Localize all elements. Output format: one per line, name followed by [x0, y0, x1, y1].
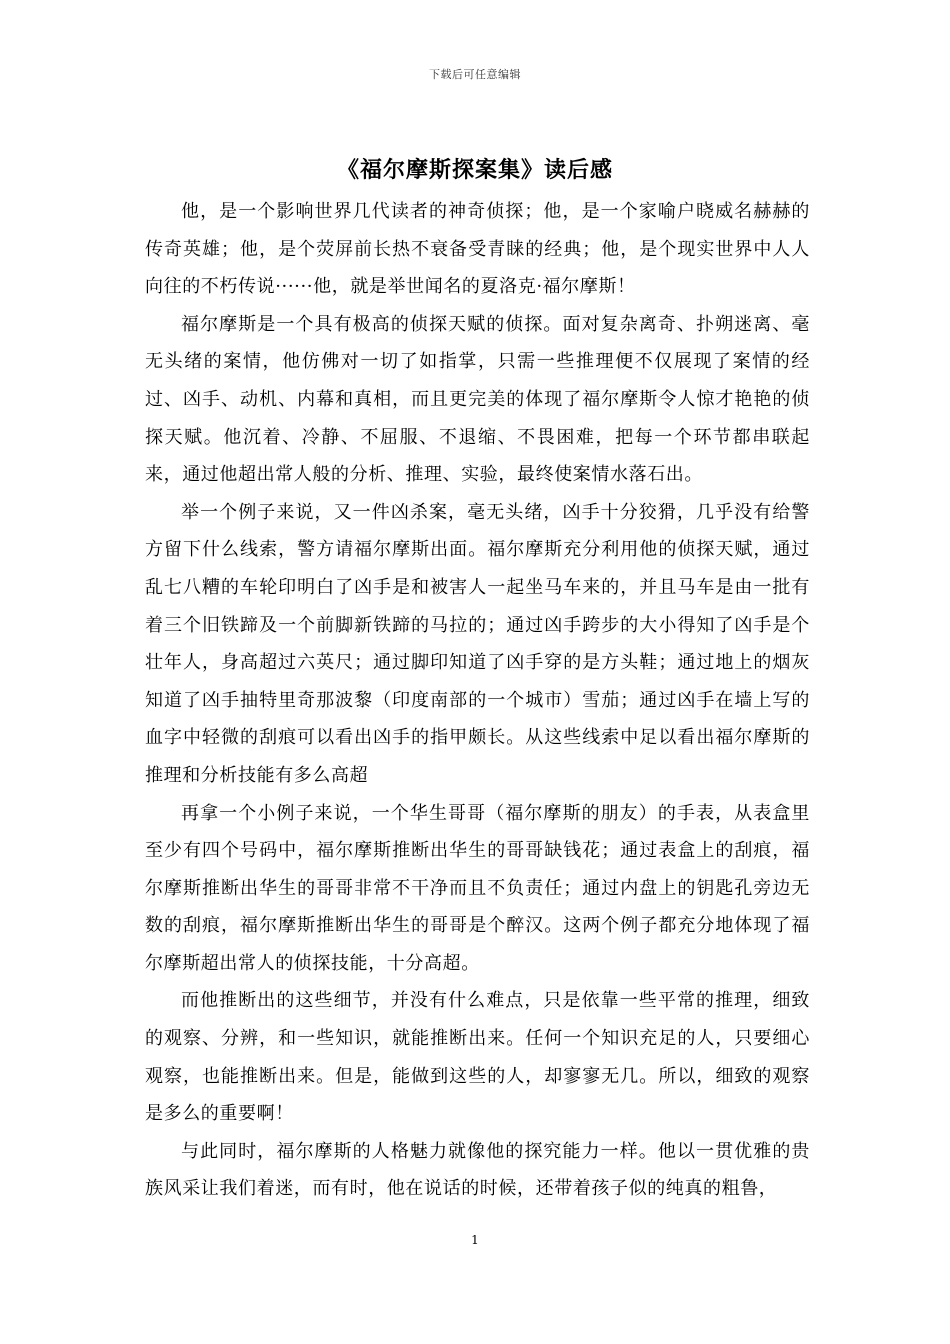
document-title: 《福尔摩斯探案集》读后感	[336, 158, 613, 183]
page-number: 1	[471, 1233, 479, 1247]
paragraph-3: 举一个例子来说，又一件凶杀案，毫无头绪，凶手十分狡猾，几乎没有给警方留下什么线索，警方请福尔摩斯出面。福尔摩斯充分利用他的侦探天赋，通过乱七八糟的车轮印明白了凶手是和被害人一起坐马车来的，并且马车是由一批有着三个旧铁蹄及一个前脚新铁蹄的马拉的；通过凶手跨步的大小得知了凶手是个壮年人，身高超过六英尺；通过脚印知道了凶手穿的是方头鞋；通过地上的烟灰知道了凶手抽特里奇那波黎（印度南部的一个城市）雪茄；通过凶手在墙上写的血字中轻微的刮痕可以看出凶手的指甲颇长。从这些线索中足以看出福尔摩斯的推理和分析技能有多么高超	[145, 501, 810, 786]
page-header-note: 下载后可任意编辑	[429, 68, 521, 81]
paragraph-4: 再拿一个小例子来说，一个华生哥哥（福尔摩斯的朋友）的手表，从表盒里至少有四个号码中，福尔摩斯推断出华生的哥哥缺钱花；通过表盒上的刮痕，福尔摩斯推断出华生的哥哥非常不干净而且不负责任；通过内盘上的钥匙孔旁边无数的刮痕，福尔摩斯推断出华生的哥哥是个醉汉。这两个例子都充分地体现了福尔摩斯超出常人的侦探技能，十分高超。	[145, 802, 810, 974]
paragraph-6: 与此同时，福尔摩斯的人格魅力就像他的探究能力一样。他以一贯优雅的贵族风采让我们着迷，而有时，他在说话的时候，还带着孩子似的纯真的粗鲁，	[145, 1140, 810, 1200]
document-body	[145, 193, 810, 1208]
paragraph-2: 福尔摩斯是一个具有极高的侦探天赋的侦探。面对复杂离奇、扑朔迷离、毫无头绪的案情，他仿佛对一切了如指掌，只需一些推理便不仅展现了案情的经过、凶手、动机、内幕和真相，而且更完美的体现了福尔摩斯令人惊才艳艳的侦探天赋。他沉着、冷静、不屈服、不退缩、不畏困难，把每一个环节都串联起来，通过他超出常人般的分析、推理、实验，最终使案情水落石出。	[145, 313, 810, 486]
paragraph-1: 他，是一个影响世界几代读者的神奇侦探；他，是一个家喻户晓威名赫赫的传奇英雄；他，是个荧屏前长热不衰备受青睐的经典；他，是个现实世界中人人向往的不朽传说······他，就是举世闻名的夏洛克·福尔摩斯！	[145, 201, 810, 298]
paragraph-5: 而他推断出的这些细节，并没有什么难点，只是依靠一些平常的推理，细致的观察、分辨，和一些知识，就能推断出来。任何一个知识充足的人，只要细心观察，也能推断出来。但是，能做到这些的人，却寥寥无几。所以，细致的观察是多么的重要啊！	[145, 990, 810, 1125]
